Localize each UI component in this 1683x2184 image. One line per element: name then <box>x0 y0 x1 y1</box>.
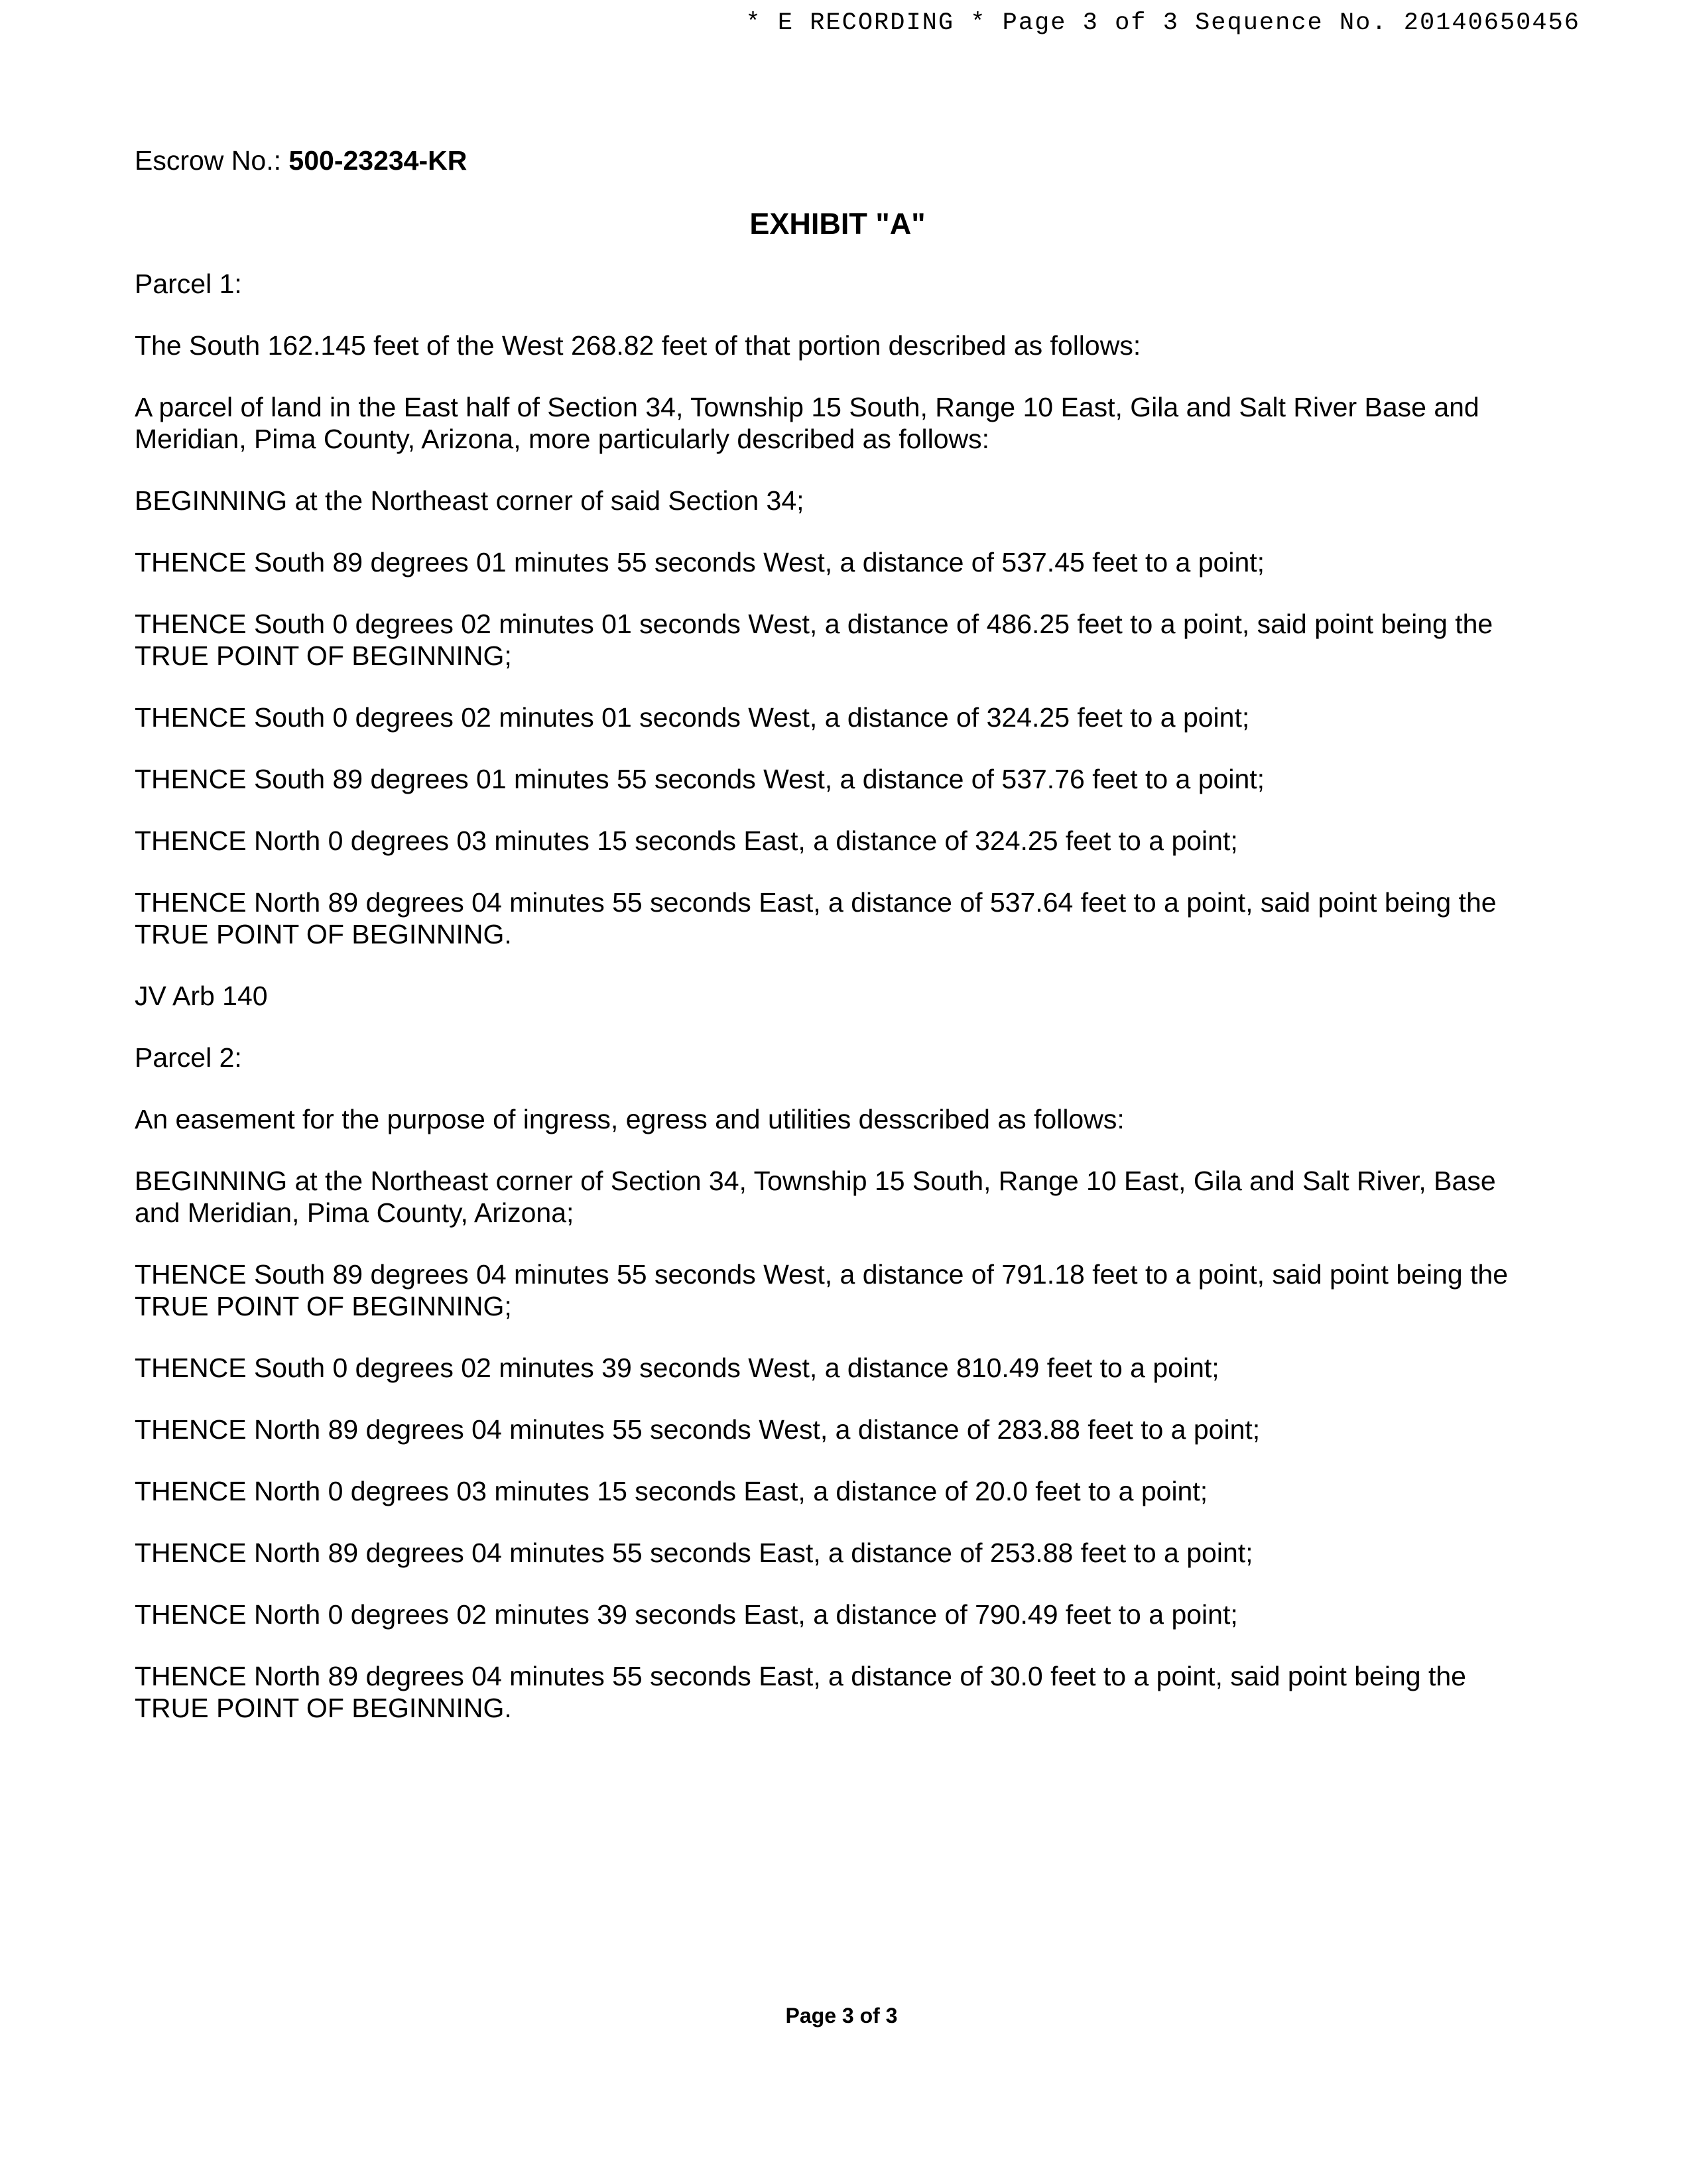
parcel-2-paragraph: BEGINNING at the Northeast corner of Section 34, Township 15 South, Range 10 East, Gila and Salt River, Base and Meridian, Pima County, Arizona; <box>135 1166 1496 1228</box>
parcel-2-heading: Parcel 2: <box>135 1042 242 1073</box>
exhibit-title: EXHIBIT "A" <box>749 207 926 241</box>
parcel-1-reference: JV Arb 140 <box>135 981 268 1011</box>
parcel-1-paragraph: THENCE South 89 degrees 01 minutes 55 seconds West, a distance of 537.76 feet to a point; <box>135 764 1265 794</box>
escrow-number: 500-23234-KR <box>288 145 468 176</box>
parcel-1-paragraph: THENCE North 0 degrees 03 minutes 15 seconds East, a distance of 324.25 feet to a point; <box>135 825 1238 856</box>
recording-header: * E RECORDING * Page 3 of 3 Sequence No. 20140650456 <box>745 9 1580 37</box>
parcel-1-paragraph: BEGINNING at the Northeast corner of said Section 34; <box>135 485 804 516</box>
parcel-1-paragraph: THENCE South 0 degrees 02 minutes 01 seconds West, a distance of 486.25 feet to a point, said point being the TRUE POINT OF BEGINNING; <box>135 609 1493 671</box>
parcel-2-paragraph: THENCE North 89 degrees 04 minutes 55 seconds East, a distance of 253.88 feet to a point; <box>135 1538 1253 1568</box>
parcel-2-paragraph: THENCE South 89 degrees 04 minutes 55 seconds West, a distance of 791.18 feet to a point, said point being the TRUE POINT OF BEGINNING; <box>135 1259 1509 1321</box>
parcel-2-paragraph: THENCE North 89 degrees 04 minutes 55 seconds West, a distance of 283.88 feet to a point; <box>135 1414 1261 1445</box>
parcel-2-paragraph: THENCE North 0 degrees 03 minutes 15 seconds East, a distance of 20.0 feet to a point; <box>135 1476 1208 1506</box>
parcel-1-paragraph: The South 162.145 feet of the West 268.82 feet of that portion described as follows: <box>135 330 1141 361</box>
document-body <box>135 145 1540 1724</box>
parcel-1-heading: Parcel 1: <box>135 269 242 299</box>
parcel-2-paragraph: THENCE North 89 degrees 04 minutes 55 seconds East, a distance of 30.0 feet to a point, said point being the TRUE POINT OF BEGINNING. <box>135 1661 1466 1723</box>
parcel-2-paragraph: THENCE South 0 degrees 02 minutes 39 seconds West, a distance 810.49 feet to a point; <box>135 1353 1219 1383</box>
parcel-2-paragraph: An easement for the purpose of ingress, egress and utilities desscribed as follows: <box>135 1104 1125 1134</box>
escrow-line <box>135 145 1540 176</box>
parcel-2-paragraph: THENCE North 0 degrees 02 minutes 39 seconds East, a distance of 790.49 feet to a point; <box>135 1599 1238 1630</box>
parcel-1-paragraph: THENCE North 89 degrees 04 minutes 55 seconds East, a distance of 537.64 feet to a point, said point being the TRUE POINT OF BEGINNING. <box>135 887 1497 949</box>
parcel-1-paragraph: THENCE South 89 degrees 01 minutes 55 seconds West, a distance of 537.45 feet to a point; <box>135 547 1265 577</box>
parcel-1-paragraph: THENCE South 0 degrees 02 minutes 01 seconds West, a distance of 324.25 feet to a point; <box>135 702 1250 733</box>
escrow-label: Escrow No.: <box>135 145 281 176</box>
page-footer: Page 3 of 3 <box>785 2004 898 2028</box>
parcel-1-paragraph: A parcel of land in the East half of Section 34, Township 15 South, Range 10 East, Gila and Salt River Base and Meridian, Pima County, Arizona, more particularly described as follows: <box>135 392 1479 454</box>
